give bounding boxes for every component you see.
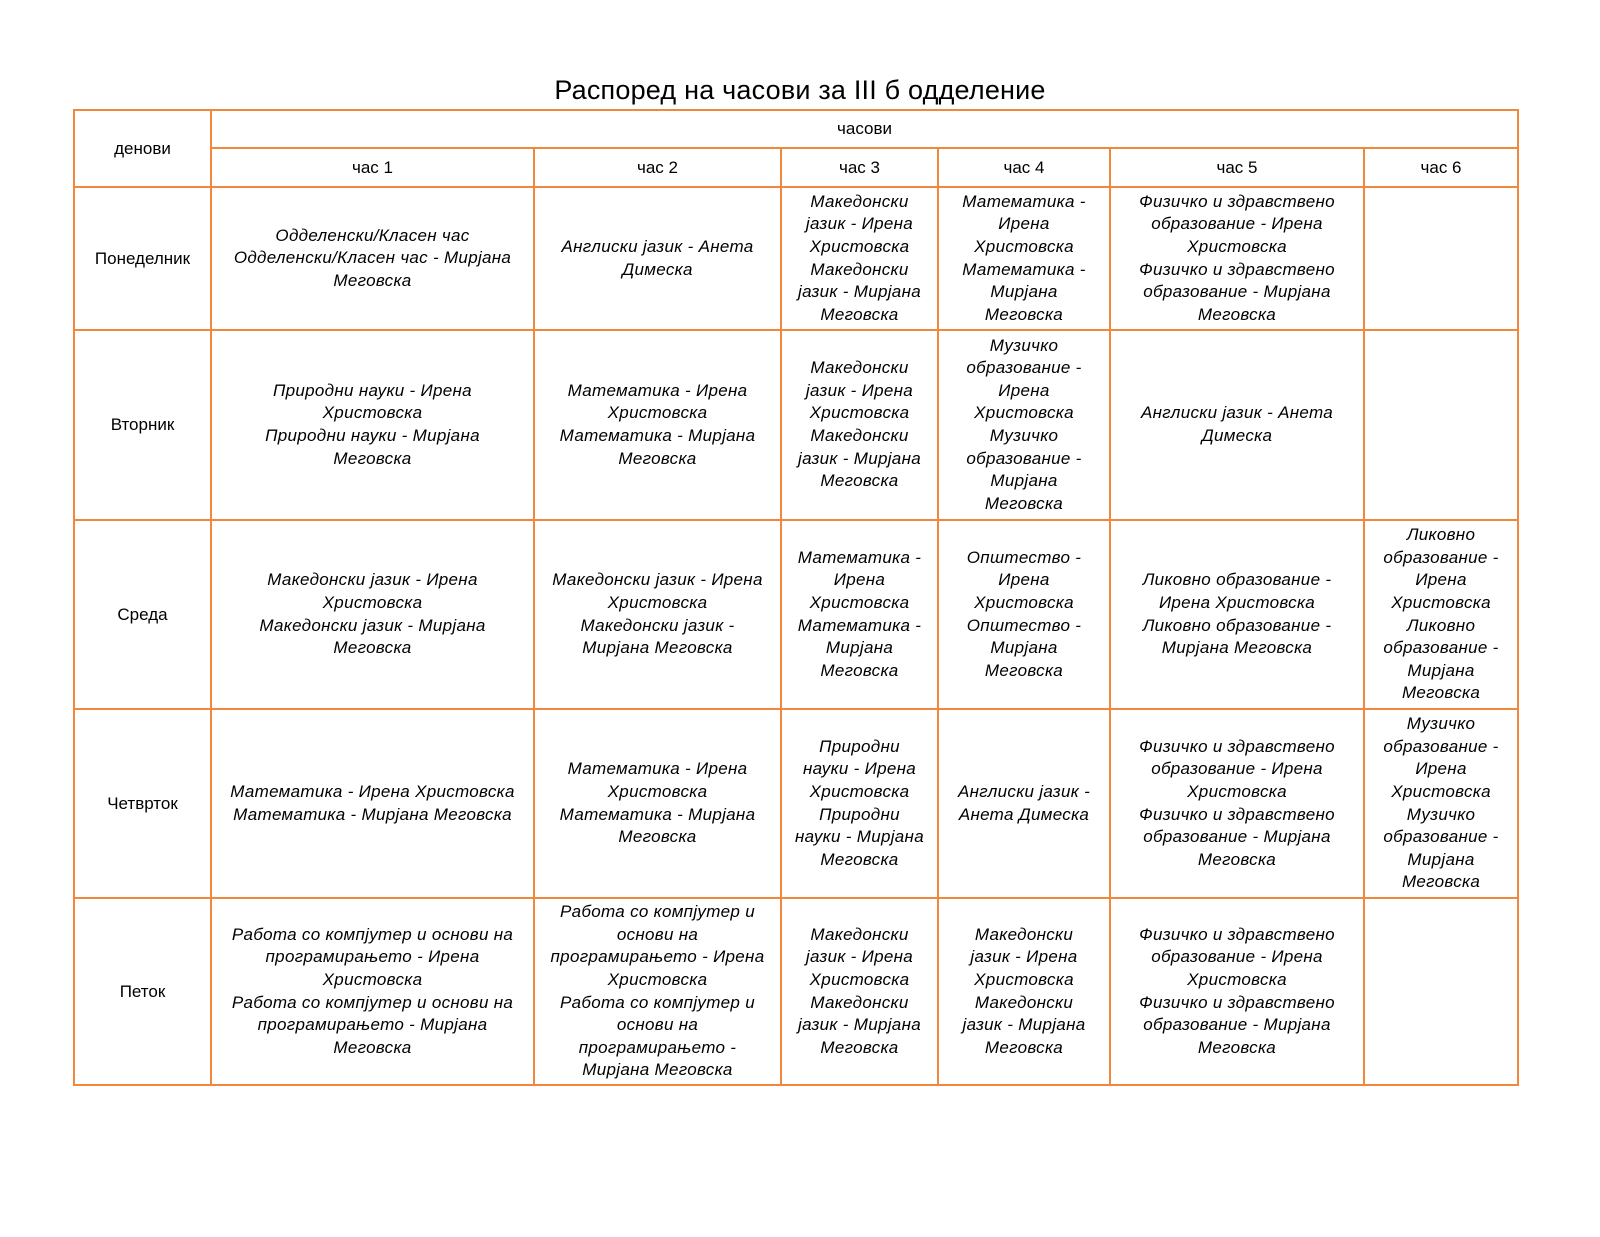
lesson-line: Христовска: [1391, 592, 1491, 612]
lesson-cell: [1364, 330, 1518, 520]
lesson-line: Математика - Мирјана: [559, 426, 756, 445]
lesson-line: Мирјана: [990, 282, 1058, 302]
lesson-line: образование - Ирена: [1151, 214, 1323, 234]
lesson-line: Меговска: [984, 304, 1064, 324]
lesson-line: Меговска: [820, 304, 899, 324]
period-header: час 1: [211, 148, 534, 187]
lesson-line: Физичко и здравствено: [1139, 259, 1335, 279]
lesson-line: Христовска: [607, 592, 708, 612]
lesson-line: Мирјана: [990, 638, 1058, 658]
lesson-line: Христовска: [809, 236, 910, 256]
lesson-line: Христовска: [1187, 781, 1287, 801]
lesson-cell: [1110, 709, 1364, 898]
lesson-line: Димеска: [622, 259, 693, 279]
lesson-line: Меговска: [618, 827, 697, 847]
lesson-line: Христовска: [322, 592, 423, 612]
lesson-line: Англиски јазик -: [957, 781, 1091, 801]
lesson-line: Музичко: [1406, 714, 1476, 734]
table-row: [74, 330, 1518, 520]
lesson-line: јазик - Мирјана: [962, 1015, 1086, 1035]
lesson-line: Меговска: [820, 849, 899, 869]
lesson-line: Христовска: [974, 236, 1074, 256]
lesson-line: Македонски: [810, 259, 909, 279]
lesson-line: Македонски: [810, 992, 909, 1012]
lesson-line: Македонски: [810, 924, 909, 944]
lesson-cell: [534, 898, 781, 1085]
lesson-cell: [211, 709, 534, 898]
lesson-line: јазик - Мирјана: [798, 282, 921, 302]
lesson-line: Македонски јазик - Мирјана: [259, 615, 486, 635]
lesson-line: Физичко и здравствено: [1139, 924, 1335, 944]
day-label: Понеделник: [74, 187, 211, 330]
lesson-line: Димеска: [1201, 426, 1273, 445]
lesson-line: Математика -: [962, 191, 1086, 211]
days-header: денови: [74, 110, 211, 187]
lesson-line: Мирјана: [1407, 849, 1475, 869]
lesson-line: основи на: [616, 1015, 699, 1035]
table-row: [74, 709, 1518, 898]
lesson-line: Меговска: [1197, 1037, 1277, 1057]
lesson-line: образование -: [966, 358, 1082, 378]
lesson-line: јазик - Мирјана: [798, 1015, 921, 1035]
lesson-line: Меговска: [984, 660, 1064, 680]
lesson-line: Одделенски/Класен час - Мирјана: [233, 248, 512, 268]
lesson-line: Физичко и здравствено: [1139, 992, 1335, 1012]
lesson-line: Анета Димеска: [958, 804, 1090, 824]
lesson-line: Мирјана: [825, 638, 894, 658]
lesson-line: Ирена: [1415, 570, 1467, 590]
lesson-line: Македонски: [810, 191, 909, 211]
lesson-cell: [1364, 709, 1518, 898]
period-header: час 2: [534, 148, 781, 187]
lesson-line: Македонски: [974, 992, 1074, 1012]
lesson-cell: [938, 187, 1110, 330]
lesson-line: образование - Мирјана: [1143, 1015, 1331, 1035]
lesson-line: јазик - Ирена: [805, 947, 914, 967]
lesson-line: Христовска: [607, 969, 708, 989]
lesson-line: Меговска: [1197, 849, 1277, 869]
lesson-cell: [938, 898, 1110, 1085]
lesson-line: Математика - Ирена: [567, 759, 748, 779]
lesson-line: Христовска: [809, 403, 910, 423]
lesson-line: Македонски: [810, 358, 909, 378]
lesson-line: образование -: [966, 448, 1082, 468]
page-title: Распоред на часови за III б одделение: [554, 75, 1046, 105]
lesson-cell: [781, 187, 938, 330]
lesson-line: јазик - Мирјана: [798, 448, 921, 468]
lesson-cell: [1364, 187, 1518, 330]
lesson-cell: [781, 330, 938, 520]
lesson-line: образование - Ирена: [1151, 759, 1323, 779]
lesson-line: Општество -: [966, 547, 1082, 567]
lesson-line: Меговска: [984, 493, 1064, 513]
lesson-line: Општество -: [966, 615, 1082, 635]
lesson-line: Христовска: [809, 781, 910, 801]
lesson-line: Меговска: [1197, 304, 1277, 324]
lesson-line: Мирјана Меговска: [1161, 638, 1313, 658]
lesson-line: Природни науки - Мирјана: [265, 426, 480, 445]
lesson-line: основи на: [616, 924, 699, 944]
lesson-line: образование -: [1383, 827, 1499, 847]
lesson-line: Меговска: [333, 1037, 412, 1057]
lesson-cell: [211, 520, 534, 709]
lesson-line: Христовска: [607, 403, 708, 423]
lesson-line: Математика -: [797, 547, 922, 567]
lesson-line: Македонски јазик -: [580, 615, 735, 635]
lesson-line: образование - Мирјана: [1143, 827, 1331, 847]
day-label: Вторник: [74, 330, 211, 520]
lesson-cell: [781, 898, 938, 1085]
lesson-cell: [534, 520, 781, 709]
lesson-line: Меговска: [1401, 683, 1481, 703]
lesson-line: Ликовно образование -: [1142, 570, 1332, 590]
lesson-line: Христовска: [322, 969, 423, 989]
lesson-line: Музичко: [989, 426, 1059, 445]
lesson-line: Христовска: [1187, 969, 1287, 989]
lesson-line: Физичко и здравствено: [1139, 191, 1335, 211]
lesson-line: Христовска: [809, 969, 910, 989]
lesson-line: Меговска: [820, 660, 899, 680]
lesson-line: образование -: [1383, 547, 1499, 567]
lesson-line: науки - Мирјана: [795, 827, 924, 847]
lesson-cell: [938, 520, 1110, 709]
lesson-cell: [938, 709, 1110, 898]
lesson-line: Мирјана: [990, 471, 1058, 491]
timetable: [73, 109, 1519, 1086]
lesson-line: програмирањето - Мирјана: [257, 1015, 488, 1035]
lesson-line: јазик - Ирена: [805, 214, 914, 234]
lesson-line: Меговска: [820, 1037, 899, 1057]
lesson-line: Работа со компјутер и основи на: [231, 924, 514, 944]
lesson-line: Христовска: [974, 592, 1074, 612]
lesson-line: Музичко: [1406, 804, 1476, 824]
lesson-line: Англиски јазик - Анета: [1141, 403, 1333, 423]
lesson-line: Христовска: [607, 781, 708, 801]
lesson-cell: [211, 330, 534, 520]
lesson-line: Работа со компјутер и основи на: [231, 992, 514, 1012]
lesson-line: Математика - Мирјана Меговска: [233, 804, 512, 824]
lesson-line: Музичко: [989, 335, 1059, 355]
lesson-line: Работа со компјутер и: [560, 902, 755, 922]
lesson-line: Математика -: [962, 259, 1086, 279]
lesson-line: програмирањето -: [578, 1037, 737, 1057]
day-label: Среда: [74, 520, 211, 709]
lesson-line: Математика -: [797, 615, 922, 635]
lesson-line: Христовска: [974, 969, 1074, 989]
lesson-line: образование - Ирена: [1151, 947, 1323, 967]
period-header: час 3: [781, 148, 938, 187]
lesson-line: Работа со компјутер и: [560, 992, 755, 1012]
day-label: Четврток: [74, 709, 211, 898]
lesson-line: Ирена: [1415, 759, 1467, 779]
lesson-line: Мирјана Меговска: [582, 638, 733, 658]
lesson-cell: [534, 187, 781, 330]
lesson-line: Македонски јазик - Ирена: [552, 570, 763, 590]
lesson-line: Меговска: [1401, 872, 1481, 892]
table-row: [74, 520, 1518, 709]
lesson-line: Мирјана: [1407, 660, 1475, 680]
lesson-line: Македонски: [810, 426, 909, 445]
lesson-cell: [781, 520, 938, 709]
period-header: час 6: [1364, 148, 1518, 187]
lesson-line: Христовска: [322, 403, 423, 423]
lesson-line: Ирена: [998, 380, 1050, 400]
lesson-cell: [211, 187, 534, 330]
lesson-line: Меговска: [333, 270, 412, 290]
lesson-line: Меговска: [333, 638, 412, 658]
lesson-cell: [534, 330, 781, 520]
lesson-line: науки - Ирена: [802, 759, 917, 779]
lesson-line: Физичко и здравствено: [1139, 804, 1335, 824]
lesson-line: Македонски: [974, 924, 1074, 944]
table-row: [74, 187, 1518, 330]
lesson-line: Ликовно: [1406, 615, 1476, 635]
lesson-line: Меговска: [984, 1037, 1064, 1057]
lesson-line: Христовска: [809, 592, 910, 612]
lesson-line: Математика - Ирена: [567, 380, 748, 400]
lesson-cell: [211, 898, 534, 1085]
period-header: час 5: [1110, 148, 1364, 187]
lesson-line: Одделенски/Класен час: [275, 225, 470, 245]
lesson-line: образование - Мирјана: [1143, 282, 1331, 302]
lesson-line: Математика - Ирена Христовска: [230, 781, 515, 801]
lesson-line: програмирањето - Ирена: [550, 947, 765, 967]
lesson-line: Христовска: [1391, 781, 1491, 801]
lesson-line: Англиски јазик - Анета: [561, 236, 754, 256]
lesson-cell: [1110, 187, 1364, 330]
table-row: [74, 898, 1518, 1085]
lesson-line: Христовска: [1187, 236, 1287, 256]
lesson-line: Природни: [819, 804, 900, 824]
lesson-cell: [1110, 520, 1364, 709]
lesson-line: образование -: [1383, 736, 1499, 756]
lesson-line: Христовска: [974, 403, 1074, 423]
period-header: час 4: [938, 148, 1110, 187]
lesson-line: јазик - Ирена: [805, 380, 914, 400]
lesson-cell: [534, 709, 781, 898]
lesson-line: Ирена: [833, 570, 886, 590]
lesson-line: Македонски јазик - Ирена: [267, 570, 478, 590]
lesson-line: Ликовно образование -: [1142, 615, 1332, 635]
lesson-line: јазик - Ирена: [970, 947, 1078, 967]
lesson-line: Природни: [819, 736, 900, 756]
periods-header: часови: [211, 110, 1518, 148]
lesson-line: Мирјана Меговска: [582, 1060, 733, 1080]
lesson-cell: [781, 709, 938, 898]
lesson-cell: [938, 330, 1110, 520]
lesson-cell: [1364, 520, 1518, 709]
lesson-cell: [1364, 898, 1518, 1085]
lesson-cell: [1110, 330, 1364, 520]
lesson-line: Меговска: [618, 448, 697, 468]
lesson-line: Ирена: [998, 214, 1050, 234]
lesson-cell: [1110, 898, 1364, 1085]
lesson-line: Природни науки - Ирена: [273, 380, 472, 400]
lesson-line: Ирена: [998, 570, 1050, 590]
lesson-line: Меговска: [820, 471, 899, 491]
lesson-line: Математика - Мирјана: [559, 804, 756, 824]
lesson-line: Ирена Христовска: [1158, 592, 1316, 612]
lesson-line: образование -: [1383, 638, 1499, 658]
lesson-line: Меговска: [333, 448, 412, 468]
lesson-line: Ликовно: [1406, 525, 1476, 545]
day-label: Петок: [74, 898, 211, 1085]
lesson-line: Физичко и здравствено: [1139, 736, 1335, 756]
lesson-line: програмирањето - Ирена: [265, 947, 480, 967]
